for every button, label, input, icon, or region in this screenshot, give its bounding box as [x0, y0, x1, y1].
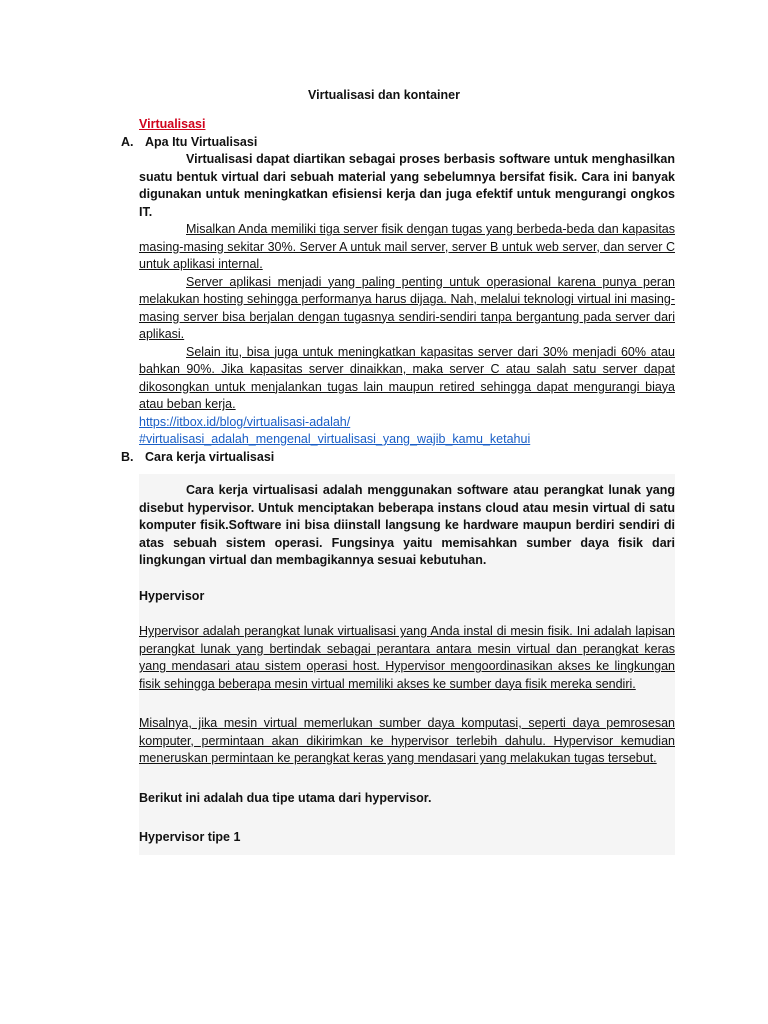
source-link-anchor[interactable]: #virtualisasi_adalah_mengenal_virtualisasi_yang_wajib_kamu_ketahui: [139, 432, 531, 446]
shaded-block: [139, 474, 675, 855]
hypervisor-heading: Hypervisor: [139, 588, 205, 603]
section-a-title: Apa Itu Virtualisasi: [145, 134, 258, 149]
paragraph: Misalkan Anda memiliki tiga server fisik dengan tugas yang berbeda-beda dan kapasitas masing-masing sekitar 30%. Server A untuk mail server, server B untuk web server, dan server C untuk aplikasi internal.: [139, 222, 675, 271]
paragraph: Cara kerja virtualisasi adalah menggunakan software atau perangkat lunak yang disebut hypervisor. Untuk menciptakan beberapa instans cloud atau mesin virtual di satu komputer fisik.Software ini bisa diinstall langsung ke hardware maupun berdiri sendiri di atas sebuah sistem operasi. Fungsinya yaitu memisahkan sumber daya fisik dari lingkungan virtual dan membagikannya sesuai kebutuhan.: [139, 483, 675, 567]
paragraph: Server aplikasi menjadi yang paling penting untuk operasional karena punya peran melakukan hosting sehingga performanya harus dijaga. Nah, melalui teknologi virtual ini masing-masing server bisa berjalan dengan tugasnya sendiri-sendiri tanpa bergantung pada server dari aplikasi.: [139, 274, 675, 341]
section-b-title: Cara kerja virtualisasi: [145, 449, 275, 464]
section-a-letter: A.: [121, 134, 134, 149]
paragraph: Selain itu, bisa juga untuk meningkatkan kapasitas server dari 30% menjadi 60% atau bahkan 90%. Jika kapasitas server dinaikkan, maka server C atau salah satu server dapat dikosongkan untuk menjalankan tugas lain maupun retired sehingga dapat mengurangi biaya atau beban kerja.: [139, 344, 675, 411]
paragraph: Misalnya, jika mesin virtual memerlukan sumber daya komputasi, seperti daya pemrosesan komputer, permintaan akan dikirimkan ke hypervisor terlebih dahulu. Hypervisor kemudian meneruskan permintaan ke perangkat keras yang mendasari yang melakukan tugas tersebut.: [139, 716, 675, 765]
paragraph: Berikut ini adalah dua tipe utama dari hypervisor.: [139, 790, 432, 805]
document-title: Virtualisasi dan kontainer: [308, 88, 460, 102]
section-b-heading: [121, 449, 675, 467]
hypervisor-type1-heading: Hypervisor tipe 1: [139, 830, 241, 844]
section-b-letter: B.: [121, 449, 134, 464]
source-link[interactable]: https://itbox.id/blog/virtualisasi-adalah/: [139, 414, 351, 429]
section-a-heading: [121, 134, 675, 152]
paragraph: Hypervisor adalah perangkat lunak virtualisasi yang Anda instal di mesin fisik. Ini adalah lapisan perangkat lunak yang bertindak sebagai perantara antara mesin virtual dan perangkat keras yang mendasari atau sistem operasi host. Hypervisor mengoordinasikan akses ke lingkungan fisik sehingga beberapa mesin virtual memiliki akses ke sumber daya fisik mereka sendiri.: [139, 624, 675, 691]
paragraph: Virtualisasi dapat diartikan sebagai proses berbasis software untuk menghasilkan suatu bentuk virtual dari sebuah material yang sebelumnya bersifat fisik. Cara ini banyak digunakan untuk meningkatkan efisiensi kerja dan juga efektif untuk mengurangi ongkos IT.: [139, 152, 675, 219]
section-heading: Virtualisasi: [139, 117, 206, 131]
document-body: [121, 116, 675, 855]
